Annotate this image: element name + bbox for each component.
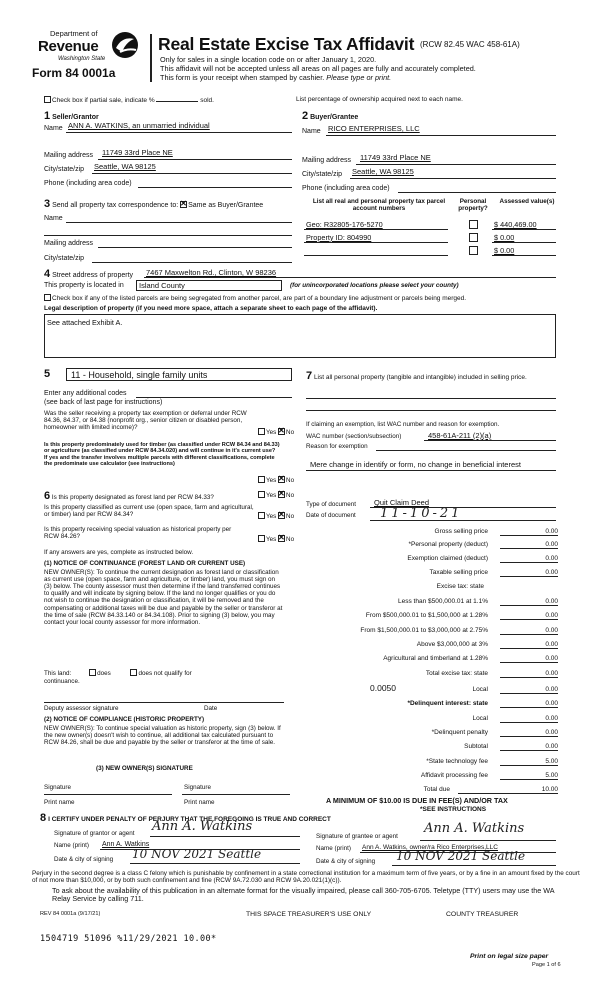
tax-value[interactable]: 0.00 bbox=[500, 700, 558, 708]
section6-q1-answer: Yes ✕ No bbox=[258, 491, 294, 499]
tax-value[interactable]: 0.00 bbox=[500, 729, 558, 737]
correspondence-heading: 3 Send all property tax correspondence to: ✕ Same as Buyer/Grantee bbox=[44, 198, 263, 211]
unincorporated-note: (for unincorporated locations please select your county) bbox=[290, 282, 459, 289]
page-number: Page 1 of 6 bbox=[532, 962, 561, 968]
see-back-label: (see back of last page for instructions) bbox=[44, 399, 163, 406]
tax-row: Less than $500,000.01 at 1.1% 0.00 bbox=[398, 598, 558, 605]
deputy-date-label: Date bbox=[204, 705, 218, 712]
partial-sale-row: Check box if partial sale, indicate % sold. bbox=[44, 96, 214, 104]
if-any-yes-note: If any answers are yes, complete as instructed below. bbox=[44, 549, 194, 556]
tax-row: *Delinquent interest: state 0.00 bbox=[407, 700, 558, 707]
tax-value[interactable]: 0.00 bbox=[500, 641, 558, 649]
deputy-signature-label: Deputy assessor signature bbox=[44, 705, 119, 712]
notice3-title: (3) NEW OWNER(S) SIGNATURE bbox=[96, 765, 193, 772]
does-checkbox[interactable] bbox=[89, 669, 96, 676]
current-use-no-checkbox[interactable] bbox=[278, 512, 285, 519]
grantor-date-label: Date & city of signing bbox=[54, 856, 114, 863]
header-note-1: Only for sales in a single location code on or after January 1, 2020. bbox=[160, 55, 377, 64]
tax-row: Agricultural and timberland at 1.28% 0.00 bbox=[383, 655, 558, 662]
legal-description-box[interactable] bbox=[44, 314, 556, 358]
historic-no-checkbox[interactable] bbox=[278, 535, 285, 542]
owner-signature-label-1: Signature bbox=[44, 784, 71, 791]
tax-row: Affidavit processing fee 5.00 bbox=[420, 772, 558, 779]
exemption-label: If claiming an exemption, list WAC number and reason for exemption. bbox=[306, 421, 500, 428]
wac-label: WAC number (section/subsection) bbox=[306, 433, 402, 440]
tax-row: *Delinquent penalty 0.00 bbox=[431, 729, 558, 736]
section6-q1: 6 Is this property designated as forest land per RCW 84.33? bbox=[44, 490, 214, 502]
use-code-select[interactable] bbox=[66, 368, 292, 381]
revision-code: REV 84 0001a (9/17/21) bbox=[40, 911, 101, 917]
local-rate: 0.0050 bbox=[370, 683, 396, 693]
dept-line2: Revenue bbox=[38, 38, 99, 55]
tax-row: Gross selling price 0.00 bbox=[434, 528, 558, 535]
tax-value[interactable]: 5.00 bbox=[500, 772, 558, 780]
section6-q2: Is this property classified as current use (open space, farm and agricultural, or timber) land per RCW 84.34? bbox=[44, 504, 254, 519]
tax-value[interactable]: 0.00 bbox=[500, 598, 558, 606]
seller-name[interactable]: ANN A. WATKINS, an unmarried individual bbox=[68, 121, 210, 130]
street-address-label: 4 Street address of property bbox=[44, 268, 134, 280]
owner-print-name-label-2: Print name bbox=[184, 799, 215, 806]
notice1-title: (1) NOTICE OF CONTINUANCE (FOREST LAND OR CURRENT USE) bbox=[44, 560, 246, 567]
tax-row: Subtotal 0.00 bbox=[464, 743, 558, 750]
dept-line3: Washington State bbox=[58, 56, 106, 62]
located-in-label: This property is located in bbox=[44, 282, 124, 289]
tax-row: Above $3,000,000 at 3% 0.00 bbox=[416, 641, 558, 648]
exemption-reason[interactable]: Mere change in identify or form, no change in beneficial interest bbox=[310, 460, 521, 469]
header-note-3: This form is your receipt when stamped by cashier. Please type or print. bbox=[160, 73, 392, 82]
tax-row: Excise tax: state bbox=[436, 583, 484, 590]
assessed-value[interactable]: $ 0.00 bbox=[494, 246, 515, 255]
correspondence-name-label: Name bbox=[44, 215, 63, 222]
notice2-body: NEW OWNER(S): To continue special valuation as historic property, sign (3) below. If the new owner(s) doesn't wish to continue, all additional tax calculated pursuant to RCW 84.26, shall be due and payable by the seller or transferor at the time of sale. bbox=[44, 725, 281, 747]
legal-paper-note: Print on legal size paper bbox=[470, 953, 549, 960]
seller-mailing-label: Mailing address bbox=[44, 152, 94, 159]
tax-row: From $500,000.01 to $1,500,000 at 1.28% 0.00 bbox=[365, 612, 558, 619]
county-value: Island County bbox=[139, 281, 185, 290]
segregated-row: Check box if any of the listed parcels are being segregated from another parcel, are part of a boundary line adjustment or parcels being merged. bbox=[44, 294, 466, 302]
doc-type[interactable]: Quit Claim Deed bbox=[374, 498, 430, 507]
street-address[interactable]: 7467 Maxwelton Rd., Clinton, W 98236 bbox=[146, 268, 277, 277]
seller-phone-label: Phone (including area code) bbox=[44, 180, 132, 187]
tax-value[interactable]: 0.00 bbox=[500, 541, 558, 549]
reason-label: Reason for exemption bbox=[306, 443, 368, 450]
section6-q3: Is this property receiving special valuation as historical property per RCW 84.26? bbox=[44, 526, 232, 541]
assessed-value[interactable]: $ 440,469.00 bbox=[494, 220, 537, 229]
tax-value[interactable]: 0.00 bbox=[500, 670, 558, 678]
tax-row: Local 0.00 bbox=[472, 686, 558, 693]
assessed-value[interactable]: $ 0.00 bbox=[494, 233, 515, 242]
county-select[interactable] bbox=[136, 280, 282, 291]
tax-row: *Personal property (deduct) 0.00 bbox=[408, 541, 558, 548]
tax-row: From $1,500,000.01 to $3,000,000 at 2.75% 0.00 bbox=[360, 627, 558, 634]
grantor-name-label: Name (print) bbox=[54, 842, 89, 849]
seller-name-label: Name bbox=[44, 125, 63, 132]
notice2-title: (2) NOTICE OF COMPLIANCE (HISTORIC PROPERTY) bbox=[44, 716, 205, 723]
tax-value[interactable]: 0.00 bbox=[500, 569, 558, 577]
partial-sale-checkbox[interactable] bbox=[44, 96, 51, 103]
seller-heading: 1 Seller/Grantor bbox=[44, 110, 99, 122]
personal-property-checkbox[interactable] bbox=[469, 233, 478, 242]
tax-value[interactable]: 0.00 bbox=[500, 612, 558, 620]
section5-q1: Was the seller receiving a property tax exemption or deferral under RCW 84.36, 84.37, or 84.38 (nonprofit org., senior citizen or disabled person, homeowner with limited income)? bbox=[44, 410, 247, 432]
tax-value[interactable]: 5.00 bbox=[500, 758, 558, 766]
tax-row: *State technology fee 5.00 bbox=[426, 758, 558, 765]
correspondence-mailing-label: Mailing address bbox=[44, 240, 94, 247]
section5-q2: Is this property predominately used for timber (as classified under RCW 84.34 and 84.33) or agriculture (as classified under RCW 84.34.020) and will continue in it's current use? If yes and the transfer involves multiple parcels with different classifications, complete the predominate use calculator (see instructions) bbox=[44, 442, 280, 468]
continuance-label: continuance. bbox=[44, 678, 80, 685]
tax-row: Exemption claimed (deduct) 0.00 bbox=[407, 555, 558, 562]
q1-no-checkbox[interactable] bbox=[278, 428, 285, 435]
grantee-sig-label: Signature of grantee or agent bbox=[316, 833, 398, 840]
q2-yes-checkbox[interactable] bbox=[258, 476, 265, 483]
tax-value[interactable]: 0.00 bbox=[500, 655, 558, 663]
county-treasurer-label: COUNTY TREASURER bbox=[446, 911, 519, 918]
buyer-city[interactable]: Seattle, WA 98125 bbox=[352, 167, 414, 176]
tax-value[interactable]: 0.00 bbox=[500, 528, 558, 536]
seller-mailing[interactable]: 11749 33rd Place NE bbox=[102, 148, 173, 157]
buyer-phone-label: Phone (including area code) bbox=[302, 185, 390, 192]
assessed-col-header: Assessed value(s) bbox=[499, 198, 555, 205]
header-note-2: This affidavit will not be accepted unless all areas on all pages are fully and accurately completed. bbox=[160, 64, 476, 73]
form-title: Real Estate Excise Tax Affidavit bbox=[158, 34, 415, 54]
notice1-body: NEW OWNER(S): To continue the current designation as forest land or classification as current use (open space, farm and agriculture, or timber) land, you must sign on (3) below. The county assessor must then determine if the land transferred continues to qualify and will indicate by signing below. If the land no longer qualifies or you do not wish to continue the designation or classification, it will be removed and the compensating or additional taxes will be due and payable by the seller or transferor at the time of sale (RCW 84.33.140 or 84.34.108). Prior to signing (3) below, you may contact your local county assessor for more information. bbox=[44, 569, 283, 626]
grantee-date[interactable]: 10 NOV 2021 Seattle bbox=[396, 849, 526, 863]
forest-no-checkbox[interactable] bbox=[278, 491, 285, 498]
legal-description: See attached Exhibit A. bbox=[47, 318, 123, 327]
header-divider bbox=[150, 34, 152, 82]
section6-q2-answer: Yes ✕ No bbox=[258, 512, 294, 520]
dept-line1: Department of bbox=[50, 29, 98, 38]
tax-row: Total due 10.00 bbox=[423, 786, 558, 793]
cashier-stamp: 1504719 51096 %11/29/2021 10.00* bbox=[40, 934, 217, 944]
legal-description-label: Legal description of property (if you need more space, attach a separate sheet to each page of the affidavit). bbox=[44, 305, 378, 312]
doc-type-label: Type of document bbox=[306, 501, 357, 508]
buyer-name-label: Name bbox=[302, 128, 321, 135]
grantor-name[interactable]: Ann A. Watkins bbox=[102, 841, 150, 848]
tax-value[interactable]: 10.00 bbox=[458, 786, 558, 794]
grantee-date-label: Date & city of signing bbox=[316, 858, 376, 865]
owner-signature-label-2: Signature bbox=[184, 784, 211, 791]
tax-row: Total excise tax: state 0.00 bbox=[425, 670, 558, 677]
form-number: Form 84 0001a bbox=[32, 66, 116, 80]
minimum-due-note: A MINIMUM OF $10.00 IS DUE IN FEE(S) AND/OR TAX bbox=[326, 796, 508, 805]
historic-yes-checkbox[interactable] bbox=[258, 535, 265, 542]
grantor-signature[interactable]: Ann A. Watkins bbox=[152, 819, 253, 834]
doc-date[interactable]: 11-10-21 bbox=[380, 506, 463, 521]
grantor-date[interactable]: 10 NOV 2021 Seattle bbox=[132, 847, 262, 861]
grantee-name[interactable]: Ann A. Watkins, owner/ra Rico Enterprises,LLC bbox=[362, 844, 498, 851]
tax-row: Taxable selling price 0.00 bbox=[429, 569, 558, 576]
section5-q1-answer: Yes ✕ No bbox=[258, 428, 294, 436]
owner-print-name-label-1: Print name bbox=[44, 799, 75, 806]
section5-q2-answer: Yes ✕ No bbox=[258, 476, 294, 484]
parcel-number[interactable]: Property ID: 804990 bbox=[306, 233, 372, 242]
buyer-name[interactable]: RICO ENTERPRISES, LLC bbox=[328, 124, 420, 133]
personal-property-col-header: Personal property? bbox=[458, 198, 488, 213]
certify-line: 8 I CERTIFY UNDER PENALTY OF PERJURY THAT THE FOREGOING IS TRUE AND CORRECT bbox=[40, 812, 331, 824]
tax-value[interactable]: 0.00 bbox=[500, 686, 558, 694]
same-as-buyer-checkbox[interactable] bbox=[180, 201, 187, 208]
buyer-city-label: City/state/zip bbox=[302, 171, 343, 178]
q2-no-checkbox[interactable] bbox=[278, 476, 285, 483]
personal-property-checkbox[interactable] bbox=[469, 246, 478, 255]
buyer-mailing[interactable]: 11749 33rd Place NE bbox=[360, 153, 431, 162]
section6-q3-answer: Yes ✕ No bbox=[258, 535, 294, 543]
ownership-pct-note: List percentage of ownership acquired next to each name. bbox=[296, 96, 463, 103]
section-5-number: 5 bbox=[44, 368, 51, 380]
current-use-yes-checkbox[interactable] bbox=[258, 512, 265, 519]
buyer-mailing-label: Mailing address bbox=[302, 157, 352, 164]
section7-label: 7 List all personal property (tangible and intangible) included in selling price. bbox=[306, 370, 527, 382]
treasurer-space-label: THIS SPACE TREASURER'S USE ONLY bbox=[246, 911, 372, 918]
tax-value[interactable]: 0.00 bbox=[500, 555, 558, 563]
tax-value[interactable]: 0.00 bbox=[500, 743, 558, 751]
this-land-row: This land: does does not qualify for bbox=[44, 670, 192, 677]
grantor-sig-label: Signature of grantor or agent bbox=[54, 830, 135, 837]
does-not-checkbox[interactable] bbox=[130, 669, 137, 676]
q1-yes-checkbox[interactable] bbox=[258, 428, 265, 435]
seller-city-label: City/state/zip bbox=[44, 166, 85, 173]
personal-property-checkbox[interactable] bbox=[469, 220, 478, 229]
seller-city[interactable]: Seattle, WA 98125 bbox=[94, 162, 156, 171]
washington-swirl-icon bbox=[110, 30, 140, 60]
tax-value[interactable]: 0.00 bbox=[500, 715, 558, 723]
correspondence-city-label: City/state/zip bbox=[44, 255, 85, 262]
buyer-heading: 2 Buyer/Grantee bbox=[302, 110, 359, 122]
tax-value[interactable]: 0.00 bbox=[500, 627, 558, 635]
wac-number[interactable]: 458-61A-211 (2)(a) bbox=[428, 431, 492, 440]
parcel-col-header: List all real and personal property tax parcel account numbers bbox=[312, 198, 446, 213]
grantee-signature[interactable]: Ann A. Watkins bbox=[424, 821, 525, 836]
forest-yes-checkbox[interactable] bbox=[258, 491, 265, 498]
form-rcw: (RCW 82.45 WAC 458-61A) bbox=[420, 40, 520, 49]
use-code-value: 11 - Household, single family units bbox=[71, 370, 208, 380]
accessibility-note: To ask about the availability of this publication in an alternate format for the visually impaired, please call 360-705-6705. Teletype (TTY) users may use the WA Relay Service by calling 711. bbox=[52, 886, 555, 904]
tax-row: Local 0.00 bbox=[472, 715, 558, 722]
see-instructions-note: *SEE INSTRUCTIONS bbox=[420, 806, 487, 813]
perjury-note: Perjury in the second degree is a class C felony which is punishable by confinement in a state correctional institution for a maximum term of five years, or by a fine in an amount fixed by the court of not more than $10,000, or by both such confinement and fine (RCW 9A.72.030 and RCW 9A.20.021(1)(c)). bbox=[32, 870, 580, 885]
parcel-number[interactable]: Geo: R32805-176-5270 bbox=[306, 220, 383, 229]
grantee-name-label: Name (print) bbox=[316, 845, 351, 852]
doc-date-label: Date of document bbox=[306, 512, 356, 519]
revenue-logo bbox=[28, 30, 146, 82]
segregated-checkbox[interactable] bbox=[44, 294, 51, 301]
additional-codes-label: Enter any additional codes bbox=[44, 390, 127, 397]
